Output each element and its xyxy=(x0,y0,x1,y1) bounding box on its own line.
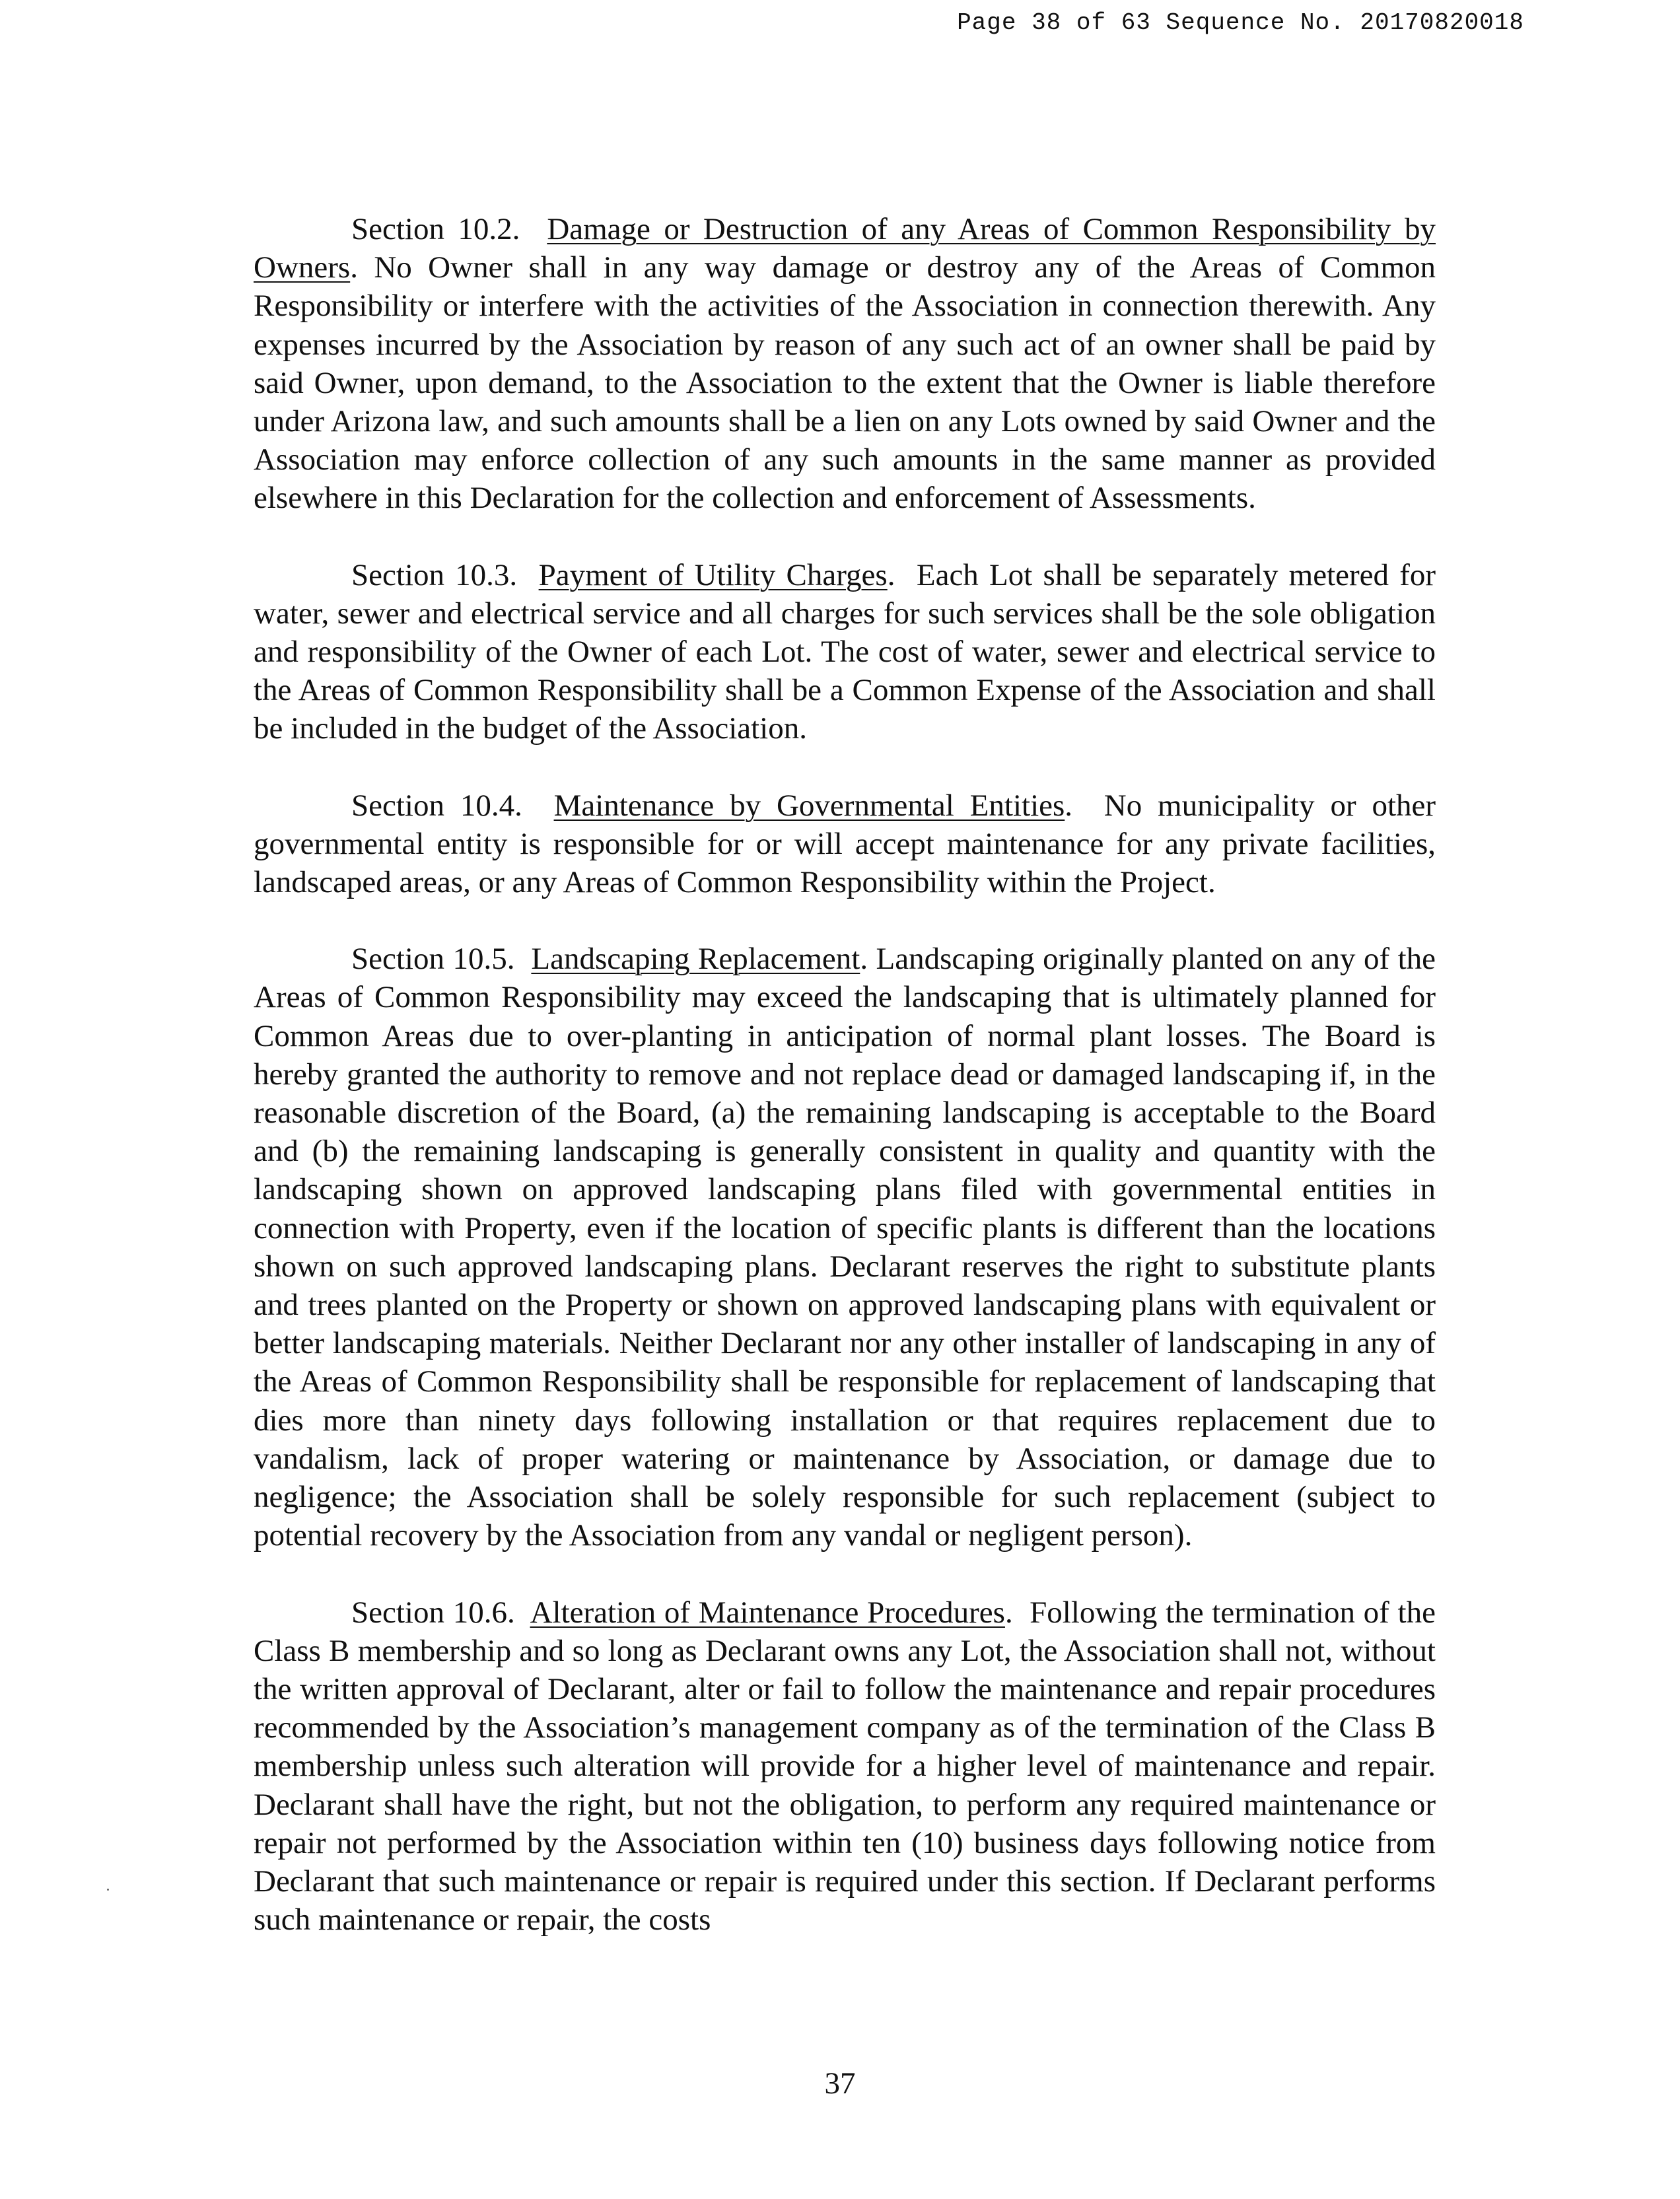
scan-speck xyxy=(107,1889,109,1891)
section-10-5: Section 10.5. Landscaping Replacement. Landscaping originally planted on any of the Areas of Common Responsibility may exceed the landscaping that is ultimately planned for Common Areas due to over-planting in anticipation of normal plant losses. The Board is hereby granted the authority to remove and not replace dead or damaged landscaping if, in the reasonable discretion of the Board, (a) the remaining landscaping is acceptable to the Board and (b) the remaining landscaping is generally consistent in quality and quantity with the landscaping shown on approved landscaping plans filed with governmental entities in connection with Property, even if the location of specific plants is different than the locations shown on such approved landscaping plans. Declarant reserves the right to substitute plants and trees planted on the Property or shown on approved landscaping plans with equivalent or better landscaping materials. Neither Declarant nor any other installer of landscaping in any of the Areas of Common Responsibility shall be responsible for replacement of landscaping that dies more than ninety days following installation or that requires replacement due to vandalism, lack of proper watering or maintenance by Association, or damage due to negligence; the Association shall be solely responsible for such replacement (subject to potential recovery by the Association from any vandal or negligent person). xyxy=(254,942,1436,1553)
section-text: Each Lot shall be separately metered for water, sewer and electrical service and all charges for such services shall be the sole obligation and responsibility of the Owner of each Lot. The cost of water, sewer and electrical service to the Areas of Common Responsibility shall be a Common Expense of the Association and shall be included in the budget of the Association. xyxy=(254,557,1436,746)
section-10-4: Section 10.4. Maintenance by Governmental Entities. No municipality or other governmental entity is responsible for or will accept maintenance for any private facilities, landscaped areas, or any Areas of Common Responsibility within the Project. xyxy=(254,788,1436,900)
section-heading: Damage or Destruction of any Areas of Common Responsibility by Owners xyxy=(254,212,1436,285)
section-10-6: Section 10.6. Alteration of Maintenance Procedures. Following the termination of the Class B membership and so long as Declarant owns any Lot, the Association shall not, without the written approval of Declarant, alter or fail to follow the maintenance and repair procedures recommended by the Association’s management company as of the termination of the Class B membership unless such alteration will provide for a higher level of maintenance and repair. Declarant shall have the right, but not the obligation, to perform any required maintenance or repair not performed by the Association within ten (10) business days following notice from Declarant that such maintenance or repair is required under this section. If Declarant performs such maintenance or repair, the costs xyxy=(254,1595,1436,1937)
section-number: Section 10.5. xyxy=(351,942,515,977)
section-text: No Owner shall in any way damage or destroy any of the Areas of Common Responsibility or interfere with the activities of the Association in connection therewith. Any expenses incurred by the Association by reason of any such act of an owner shall be paid by said Owner, upon demand, to the Association to the extent that the Owner is liable therefore under Arizona law, and such amounts shall be a lien on any Lots owned by said Owner and the Association may enforce collection of any such amounts in the same manner as provided elsewhere in this Declaration for the collection and enforcement of Assessments. xyxy=(254,250,1436,516)
page-header: Page 38 of 63 Sequence No. 20170820018 xyxy=(957,9,1524,36)
section-heading: Maintenance by Governmental Entities xyxy=(553,788,1065,823)
section-10-2: Section 10.2. Damage or Destruction of any Areas of Common Responsibility by Owners. No Owner shall in any way damage or destroy any of the Areas of Common Responsibility or interfere with the activities of the Association in connection therewith. Any expenses incurred by the Association by reason of any such act of an owner shall be paid by said Owner, upon demand, to the Association to the extent that the Owner is liable therefore under Arizona law, and such amounts shall be a lien on any Lots owned by said Owner and the Association may enforce collection of any such amounts in the same manner as provided elsewhere in this Declaration for the collection and enforcement of Assessments. xyxy=(254,212,1436,516)
section-heading: Alteration of Maintenance Procedures xyxy=(530,1595,1005,1630)
section-heading: Landscaping Replacement xyxy=(531,942,860,977)
section-text: Landscaping originally planted on any of the Areas of Common Responsibility may exceed the landscaping that is ultimately planned for Common Areas due to over-planting in anticipation of normal plant losses. The Board is hereby granted the authority to remove and not replace dead or damaged landscaping if, in the reasonable discretion of the Board, (a) the remaining landscaping is acceptable to the Board and (b) the remaining landscaping is generally consistent in quality and quantity with the landscaping shown on approved landscaping plans filed with governmental entities in connection with Property, even if the location of specific plants is different than the locations shown on such approved landscaping plans. Declarant reserves the right to substitute plants and trees planted on the Property or shown on approved landscaping plans with equivalent or better landscaping materials. Neither Declarant nor any other installer of landscaping in any of the Areas of Common Responsibility shall be responsible for replacement of landscaping that dies more than ninety days following installation or that requires replacement due to vandalism, lack of proper watering or maintenance by Association, or damage due to negligence; the Association shall be solely responsible for such replacement (subject to potential recovery by the Association from any vandal or negligent person). xyxy=(254,942,1436,1553)
section-number: Section 10.6. xyxy=(351,1595,515,1630)
section-10-3: Section 10.3. Payment of Utility Charges. Each Lot shall be separately metered for water, sewer and electrical service and all charges for such services shall be the sole obligation and responsibility of the Owner of each Lot. The cost of water, sewer and electrical service to the Areas of Common Responsibility shall be a Common Expense of the Association and shall be included in the budget of the Association. xyxy=(254,557,1436,746)
page-number: 37 xyxy=(824,2066,856,2101)
section-number: Section 10.4. xyxy=(351,788,522,823)
document-body xyxy=(254,210,1436,1939)
section-text: Following the termination of the Class B membership and so long as Declarant owns any Lot, the Association shall not, without the written approval of Declarant, alter or fail to follow the maintenance and repair procedures recommended by the Association’s management company as of the termination of the Class B membership unless such alteration will provide for a higher level of maintenance and repair. Declarant shall have the right, but not the obligation, to perform any required maintenance or repair not performed by the Association within ten (10) business days following notice from Declarant that such maintenance or repair is required under this section. If Declarant performs such maintenance or repair, the costs xyxy=(254,1595,1436,1937)
section-heading: Payment of Utility Charges xyxy=(538,557,888,592)
section-text: No municipality or other governmental entity is responsible for or will accept maintenance for any private facilities, landscaped areas, or any Areas of Common Responsibility within the Project. xyxy=(254,788,1436,900)
section-number: Section 10.2. xyxy=(351,212,520,246)
section-number: Section 10.3. xyxy=(351,557,518,592)
